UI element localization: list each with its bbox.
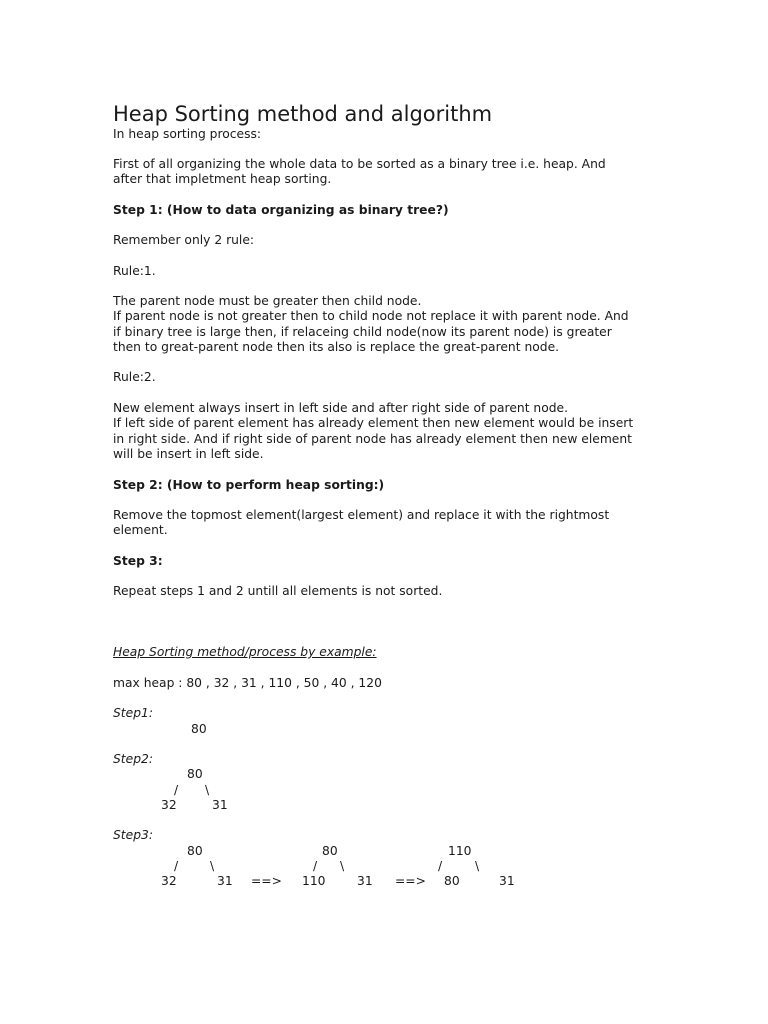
tree-edge-left: /	[174, 859, 179, 873]
rule1-paragraph	[113, 294, 673, 355]
tree-node: 80	[191, 722, 207, 736]
tree-node: 110	[448, 844, 472, 858]
example-step1-label: Step1:	[113, 706, 153, 720]
tree-node: 80	[322, 844, 338, 858]
tree-node: 80	[444, 874, 460, 888]
rule2-paragraph	[113, 401, 673, 462]
tree-edge-right: \	[475, 859, 480, 873]
tree-node: 31	[217, 874, 233, 888]
tree-edge-left: /	[438, 859, 443, 873]
heading-text: Step 2: (How to perform heap sorting:)	[113, 478, 385, 492]
step2-heading	[113, 478, 673, 493]
tree-node: 32	[161, 874, 177, 888]
step1-heading	[113, 203, 673, 218]
tree-node: 31	[357, 874, 373, 888]
paragraph-line: If parent node is not greater then to child node not replace it with parent node. And	[113, 309, 629, 324]
heading-text: Heap Sorting method/process by example:	[113, 645, 377, 659]
intro-text	[113, 127, 673, 142]
paragraph-line: First of all organizing the whole data to be sorted as a binary tree i.e. heap. And	[113, 157, 606, 171]
rule-label: Rule:2.	[113, 370, 156, 384]
paragraph-line: in right side. And if right side of parent node has already element then new element	[113, 431, 632, 446]
tree-node: 32	[161, 798, 177, 812]
paragraph-line: Repeat steps 1 and 2 untill all elements is not sorted.	[113, 584, 443, 598]
tree-edge-right: \	[210, 859, 215, 873]
paragraph-line: will be insert in left side.	[113, 446, 264, 461]
page-title: Heap Sorting method and algorithm	[113, 102, 493, 126]
paragraph-line: if binary tree is large then, if relaceing child node(now its parent node) is greater	[113, 324, 612, 339]
rule-label: Rule:1.	[113, 264, 156, 278]
step3-heading	[113, 554, 673, 569]
paragraph-line: then to great-parent node then its also is replace the great-parent node.	[113, 339, 560, 354]
tree-node: 110	[302, 874, 326, 888]
example-step3-label: Step3:	[113, 828, 153, 842]
tree-edge-left: /	[313, 859, 318, 873]
heading-text: Step 1: (How to data organizing as binary tree?)	[113, 203, 449, 217]
remember-text	[113, 233, 673, 248]
paragraph-line: New element always insert in left side and after right side of parent node.	[113, 401, 569, 415]
tree-node: 80	[187, 844, 203, 858]
heading-text: Step 3:	[113, 554, 163, 568]
intro-line: In heap sorting process:	[113, 127, 262, 141]
tree-edge-left: /	[174, 783, 179, 797]
arrow: ==>	[251, 874, 282, 888]
step2-paragraph	[113, 508, 673, 539]
paragraph-line: Remove the topmost element(largest element) and replace it with the rightmost	[113, 508, 610, 522]
step3-paragraph	[113, 584, 673, 599]
tree-node: 31	[212, 798, 228, 812]
rule1-label	[113, 264, 673, 279]
tree-node: 31	[499, 874, 515, 888]
paragraph-line: If left side of parent element has already element then new element would be insert	[113, 416, 634, 431]
overview-paragraph	[113, 157, 673, 188]
paragraph-line: element.	[113, 523, 168, 538]
tree-edge-right: \	[340, 859, 345, 873]
rule2-label	[113, 370, 673, 385]
paragraph-line: after that impletment heap sorting.	[113, 172, 332, 187]
paragraph-line: Remember only 2 rule:	[113, 233, 255, 247]
tree-edge-right: \	[205, 783, 210, 797]
max-heap-line	[113, 676, 673, 691]
example-step2-label: Step2:	[113, 752, 153, 766]
tree-node: 80	[187, 767, 203, 781]
paragraph-line: The parent node must be greater then child node.	[113, 294, 422, 308]
example-heading	[113, 645, 673, 660]
paragraph-line: max heap : 80 , 32 , 31 , 110 , 50 , 40 , 120	[113, 676, 382, 690]
arrow: ==>	[395, 874, 426, 888]
